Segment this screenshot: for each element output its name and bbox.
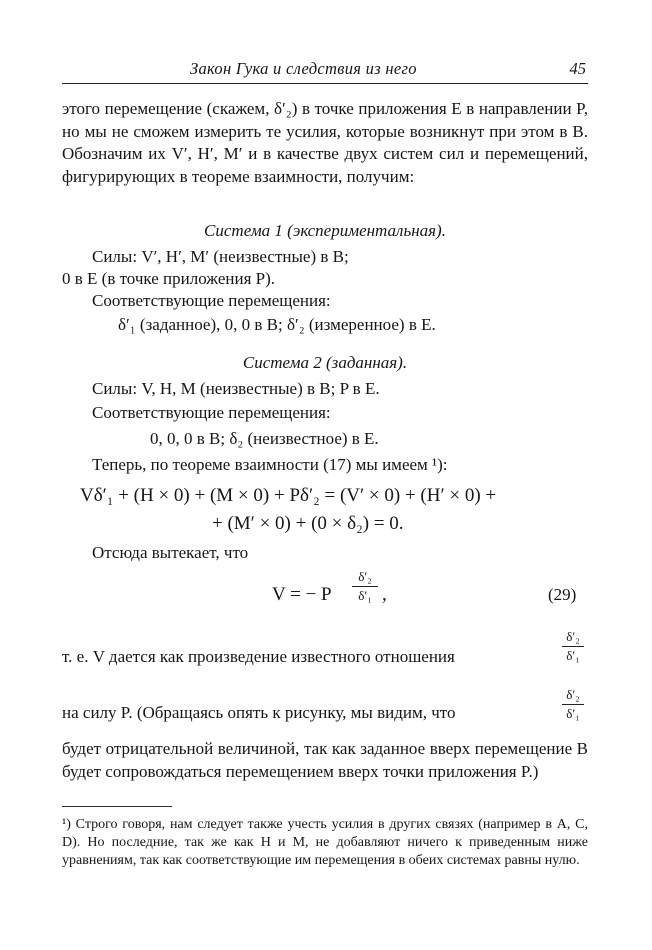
fraction-bar xyxy=(562,704,584,705)
page-number: 45 xyxy=(569,59,586,78)
footnote: ¹) Строго говоря, нам следует также учесть усилия в других связях (например в A, C, D). Но последние, так же как H и M, не добавляют ничего к приведенным ниже уравнениям, так как соответствующие им перемещения в обеих системах равны нулю. xyxy=(62,817,588,868)
ratio-denominator: δ′₁ xyxy=(566,648,580,663)
ratio-fraction-2 xyxy=(562,688,584,721)
closing-paragraph: будет отрицательной величиной, так как заданное вверх перемещение B будет сопровождаться перемещением вверх точки приложения P.) xyxy=(62,739,588,781)
reciprocity-equation-line2: + (M′ × 0) + (0 × δ₂) = 0. xyxy=(212,513,404,534)
intro-paragraph: этого перемещение (скажем, δ′₂) в точке приложения E в направлении P, но мы не сможем измерить те усилия, которые возникнут при этом в B. Обозначим их V′, H′, M′ и в качестве двух систем сил и перемещений, фигурирующих в теореме взаимности, получим: xyxy=(62,99,588,186)
formula-29-numerator: δ′₂ xyxy=(358,569,372,584)
equation-number: (29) xyxy=(548,585,577,604)
system1-displacements-values: δ′₁ (заданное), 0, 0 в B; δ′₂ (измеренное) в E. xyxy=(118,315,436,334)
system1-heading: Система 1 (экспериментальная). xyxy=(204,221,446,240)
ratio-numerator: δ′₂ xyxy=(566,687,580,702)
ratio-denominator: δ′₁ xyxy=(566,706,580,721)
system2-displacements-values: 0, 0, 0 в B; δ₂ (неизвестное) в E. xyxy=(150,429,379,448)
system1-zero-line: 0 в E (в точке приложения P). xyxy=(62,269,275,288)
formula-29-tail: , xyxy=(382,584,387,605)
force-line: на силу P. (Обращаясь опять к рисунку, мы видим, что xyxy=(62,703,456,722)
ratio-fraction-1 xyxy=(562,630,584,663)
fraction-bar xyxy=(352,586,378,587)
system2-forces: Силы: V, H, M (неизвестные) в B; P в E. xyxy=(92,379,380,398)
system1-forces: Силы: V′, H′, M′ (неизвестные) в B; xyxy=(92,247,349,266)
hence-line: Отсюда вытекает, что xyxy=(92,543,249,562)
formula-29-lhs: V = − P xyxy=(272,584,332,605)
running-title: Закон Гука и следствия из него xyxy=(190,59,417,78)
system2-displacements-label: Соответствующие перемещения: xyxy=(92,403,331,422)
formula-29-fraction xyxy=(352,570,378,603)
footnote-divider xyxy=(62,806,172,807)
page-header xyxy=(62,57,588,84)
ratio-line: т. е. V дается как произведение известного отношения xyxy=(62,647,455,666)
system1-displacements-label: Соответствующие перемещения: xyxy=(92,291,331,310)
reciprocity-equation-line1: Vδ′₁ + (H × 0) + (M × 0) + Pδ′₂ = (V′ × 0) + (H′ × 0) + xyxy=(80,485,497,506)
formula-29-denominator: δ′₁ xyxy=(358,588,372,603)
system2-heading: Система 2 (заданная). xyxy=(242,353,408,372)
theorem-line: Теперь, по теореме взаимности (17) мы имеем ¹): xyxy=(92,455,448,474)
ratio-numerator: δ′₂ xyxy=(566,629,580,644)
fraction-bar xyxy=(562,646,584,647)
